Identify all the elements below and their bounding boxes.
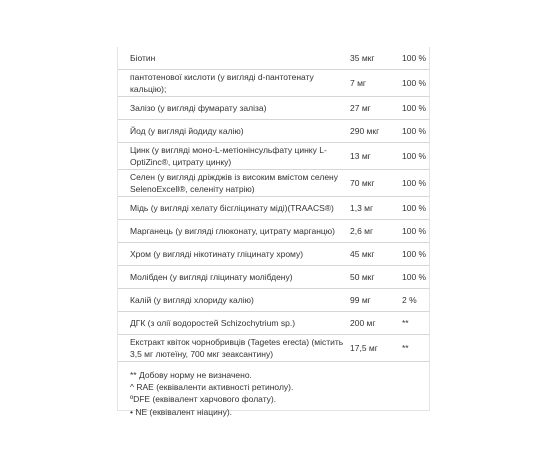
nutrient-amount: 99 мг — [350, 289, 402, 312]
footnote: ** Добову норму не визначено. — [130, 370, 252, 380]
table-row — [118, 220, 429, 243]
nutrient-daily-value: ** — [402, 312, 429, 335]
supplement-facts-panel — [117, 47, 430, 417]
table-row — [118, 170, 429, 197]
nutrient-daily-value: 100 % — [402, 266, 429, 289]
table-row — [118, 335, 429, 362]
nutrient-name: Цинк (у вигляді моно-L-метіонінсульфату цинку L-OptiZinc®, цитрату цинку) — [118, 143, 350, 170]
nutrient-name: Марганець (у вигляді глюконату, цитрату марганцю) — [118, 220, 350, 243]
table-row — [118, 312, 429, 335]
nutrient-daily-value: 100 % — [402, 143, 429, 170]
nutrient-daily-value: 100 % — [402, 243, 429, 266]
nutrient-daily-value: 100 % — [402, 47, 429, 70]
table-row — [118, 47, 429, 70]
nutrient-name: Мідь (у вигляді хелату бісгліцинату міді)(TRAACS®) — [118, 197, 350, 220]
table-row — [118, 97, 429, 120]
nutrient-daily-value: 100 % — [402, 170, 429, 197]
nutrient-amount: 27 мг — [350, 97, 402, 120]
nutrient-name: Селен (у вигляді дріжджів із високим вмістом селену SelenoExcell®, селеніту натрію) — [118, 170, 350, 197]
table-row — [118, 143, 429, 170]
nutrient-amount: 200 мг — [350, 312, 402, 335]
nutrient-amount: 50 мкг — [350, 266, 402, 289]
table-row — [118, 289, 429, 312]
nutrient-name: ДГК (з олії водоростей Schizochytrium sp.) — [118, 312, 350, 335]
nutrient-daily-value: 100 % — [402, 220, 429, 243]
nutrient-daily-value: 100 % — [402, 97, 429, 120]
nutrient-name: Біотин — [118, 47, 350, 70]
nutrient-amount: 13 мг — [350, 143, 402, 170]
footnotes — [118, 362, 429, 418]
nutrient-amount: 2,6 мг — [350, 220, 402, 243]
nutrient-amount: 17,5 мг — [350, 335, 402, 362]
footnote: ^ RAE (еквіваленти активності ретинолу). — [130, 382, 294, 393]
nutrient-name: Залізо (у вигляді фумарату заліза) — [118, 97, 350, 120]
nutrient-amount: 45 мкг — [350, 243, 402, 266]
table-row — [118, 70, 429, 97]
nutrient-name: Екстракт квіток чорнобривців (Tagetes erecta) (містить 3,5 мг лютеїну, 700 мкг зеаксантину) — [118, 335, 350, 362]
nutrient-name: Йод (у вигляді йодиду калію) — [118, 120, 350, 143]
footnote: ºDFE (еквівалент харчового фолату). — [130, 394, 277, 405]
table-row — [118, 266, 429, 289]
nutrient-table — [118, 47, 429, 362]
nutrient-name: Калій (у вигляді хлориду калію) — [118, 289, 350, 312]
nutrient-amount: 7 мг — [350, 70, 402, 97]
table-row — [118, 197, 429, 220]
nutrient-daily-value: 2 % — [402, 289, 429, 312]
nutrient-name: пантотенової кислоти (у вигляді d-пантотенату кальцію); — [118, 70, 350, 97]
table-row — [118, 243, 429, 266]
footnote: • NE (еквівалент ніацину). — [130, 406, 233, 417]
nutrient-daily-value: 100 % — [402, 197, 429, 220]
nutrient-amount: 1,3 мг — [350, 197, 402, 220]
nutrient-daily-value: ** — [402, 335, 429, 362]
nutrient-amount: 35 мкг — [350, 47, 402, 70]
nutrient-amount: 290 мкг — [350, 120, 402, 143]
nutrient-daily-value: 100 % — [402, 70, 429, 97]
table-row — [118, 120, 429, 143]
nutrient-amount: 70 мкг — [350, 170, 402, 197]
nutrient-name: Хром (у вигляді нікотинату гліцинату хрому) — [118, 243, 350, 266]
nutrient-name: Молібден (у вигляді гліцинату молібдену) — [118, 266, 350, 289]
nutrient-daily-value: 100 % — [402, 120, 429, 143]
